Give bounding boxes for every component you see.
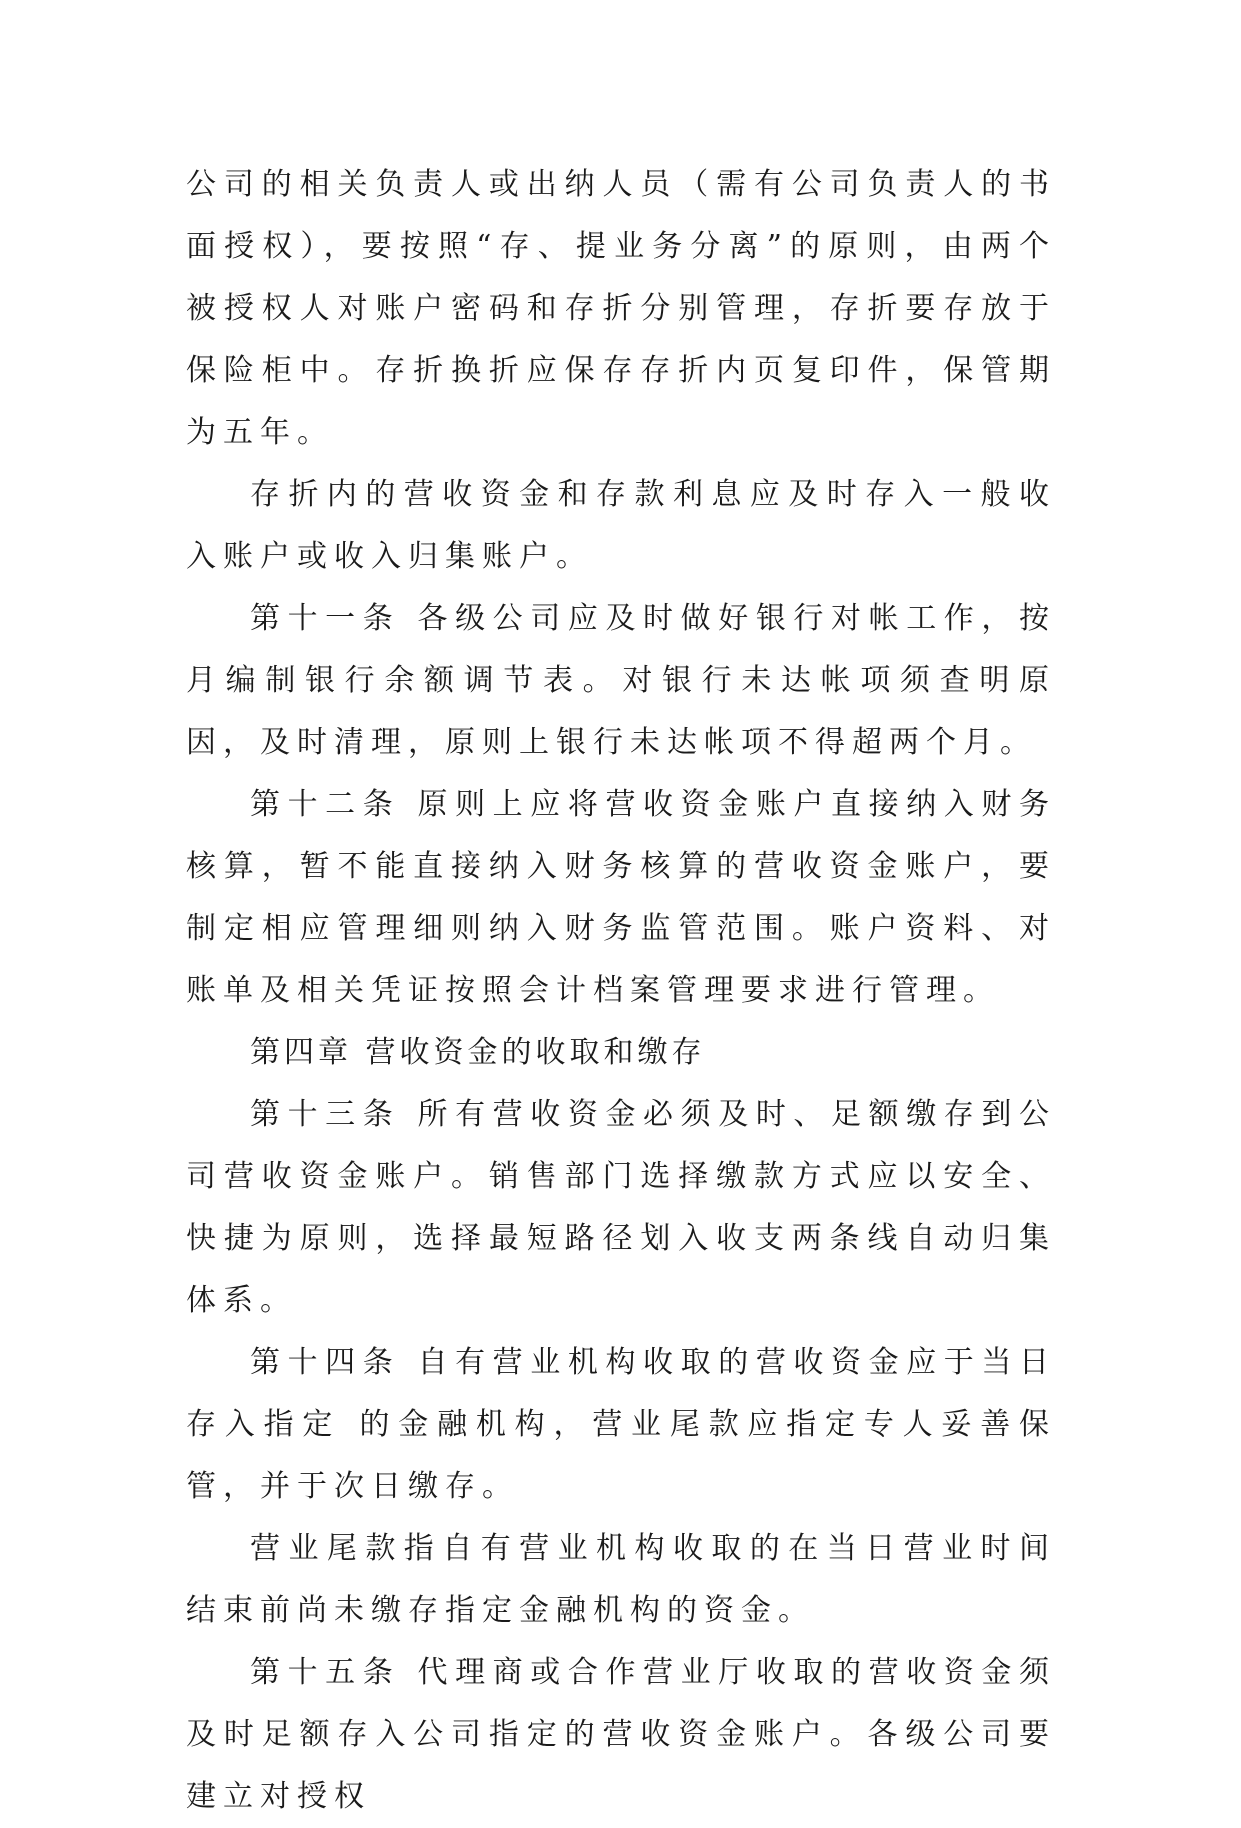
article-11: 第十一条 各级公司应及时做好银行对帐工作，按月编制银行余额调节表。对银行未达帐项须查明原因，及时清理，原则上银行未达帐项不得超两个月。 bbox=[186, 601, 1056, 760]
article-13: 第十三条 所有营收资金必须及时、足额缴存到公司营收资金账户。销售部门选择缴款方式应以安全、快捷为原则，选择最短路径划入收支两条线自动归集体系。 bbox=[186, 1097, 1056, 1318]
article-14: 第十四条 自有营业机构收取的营收资金应于当日存入指定 的金融机构，营业尾款应指定专人妥善保管，并于次日缴存。 bbox=[186, 1345, 1056, 1504]
paragraph-1: 公司的相关负责人或出纳人员（需有公司负责人的书面授权），要按照“存、提业务分离”的原则，由两个被授权人对账户密码和存折分别管理，存折要存放于保险柜中。存折换折应保存存折内页复印件，保管期为五年。 bbox=[186, 167, 1056, 450]
document-page bbox=[186, 154, 1056, 1828]
article-15: 第十五条 代理商或合作营业厅收取的营收资金须及时足额存入公司指定的营收资金账户。各级公司要建立对授权 bbox=[186, 1655, 1056, 1814]
paragraph-2: 存折内的营收资金和存款利息应及时存入一般收入账户或收入归集账户。 bbox=[186, 477, 1056, 574]
article-12: 第十二条 原则上应将营收资金账户直接纳入财务核算，暂不能直接纳入财务核算的营收资金账户，要制定相应管理细则纳入财务监管范围。账户资料、对账单及相关凭证按照会计档案管理要求进行管理。 bbox=[186, 787, 1056, 1008]
chapter-4-heading: 第四章 营收资金的收取和缴存 bbox=[250, 1035, 706, 1070]
paragraph-tail-funds-definition: 营业尾款指自有营业机构收取的在当日营业时间结束前尚未缴存指定金融机构的资金。 bbox=[186, 1531, 1056, 1628]
